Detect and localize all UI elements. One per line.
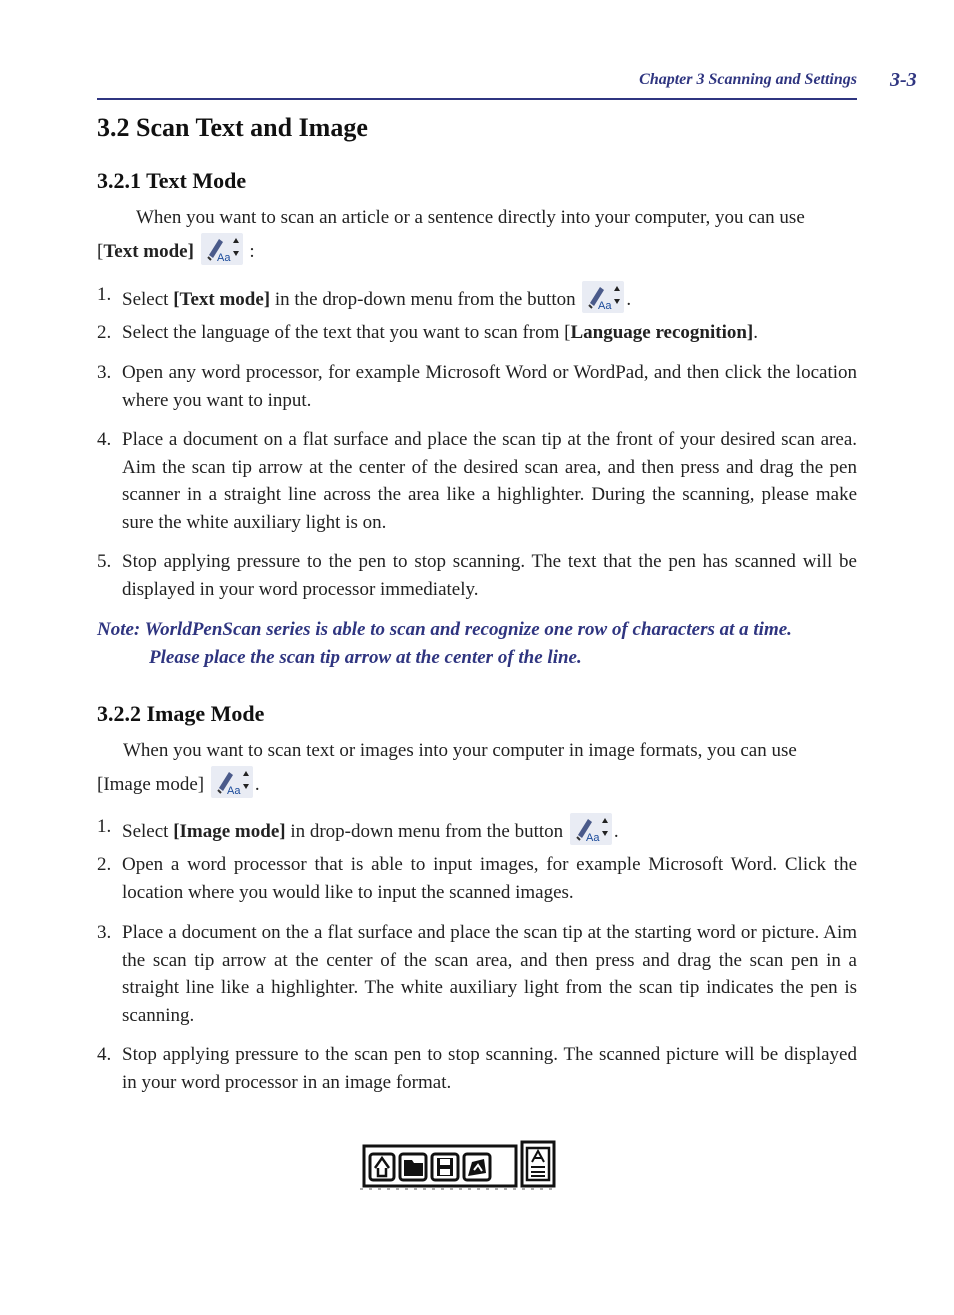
svg-text:Aa: Aa: [226, 785, 241, 797]
svg-text:Aa: Aa: [598, 300, 612, 312]
list-item: [97, 919, 857, 1029]
item-text: Stop applying pressure to the scan pen to stop scanning. The scanned picture will be displayed in your word processor in an image format.: [122, 1044, 857, 1093]
image-mode-label: [Image mode]: [173, 821, 286, 842]
section-title: 3.2 Scan Text and Image: [97, 113, 368, 142]
note-text: WorldPenScan series is able to scan and recognize one row of characters at a time.: [140, 619, 792, 640]
text-recognition-icon: [527, 1148, 549, 1180]
item-text: in the drop-down menu from the button: [270, 289, 576, 310]
list-number: 2.: [97, 322, 112, 343]
list-number: 1.: [97, 284, 112, 305]
image-mode-intro-line2: [97, 766, 857, 800]
period: .: [254, 774, 260, 795]
chapter-title: Chapter 3 Scanning and Settings: [639, 71, 857, 88]
item-text: Stop applying pressure to the pen to stop scanning. The text that the pen has scanned will be displayed in your word processor immediately.: [122, 551, 857, 600]
image-mode-intro-line1: When you want to scan text or images into your computer in image formats, you can use: [123, 740, 797, 761]
list-number: 3.: [97, 362, 112, 383]
list-item: [97, 548, 857, 603]
list-item: [97, 319, 857, 347]
item-text: Place a document on the a flat surface and place the scan tip at the starting word or picture. Aim the scan tip arrow at the center of the scan area, and then press and drag the scan pen in a straight line like a highlighter. The white auxiliary light from the scan tip indicates the pen is scanning.: [122, 922, 857, 1026]
save-icon: [432, 1154, 458, 1180]
note: [97, 616, 857, 671]
image-icon: [464, 1154, 490, 1180]
pen-text-mode-icon[interactable]: [570, 813, 612, 845]
list-number: 4.: [97, 1044, 112, 1065]
item-text: in drop-down menu from the button: [285, 821, 564, 842]
list-item: [97, 426, 857, 536]
bracket-open: [: [97, 241, 104, 262]
pen-text-mode-icon[interactable]: [201, 233, 243, 265]
language-recognition-label: Language recognition]: [570, 322, 754, 343]
item-text: Place a document on a flat surface and place the scan tip at the front of your desired scan area. Aim the scan tip arrow at the center of the desired scan area, and then press and drag the pen scanner in a straight line across the area like a highlighter. During the scanning, please make sure the white auxiliary light is on.: [122, 429, 857, 533]
image-mode-heading: 3.2.2 Image Mode: [97, 701, 265, 726]
image-mode-label: [Image mode]: [97, 774, 205, 795]
item-text: Open any word processor, for example Microsoft Word or WordPad, and then click the location where you want to input.: [122, 362, 857, 411]
list-item: [97, 813, 857, 846]
list-number: 4.: [97, 429, 112, 450]
list-number: 3.: [97, 922, 112, 943]
text-mode-intro-line2: [97, 233, 857, 267]
item-text: .: [753, 322, 759, 343]
item-text: Select: [122, 289, 174, 310]
pen-text-mode-icon[interactable]: [211, 766, 253, 798]
text-mode-label: [Text mode]: [173, 289, 271, 310]
note-label: Note:: [97, 619, 141, 640]
list-number: 1.: [97, 816, 112, 837]
list-item: [97, 359, 857, 414]
list-item: [97, 281, 857, 314]
scan-toolbar-image: [360, 1140, 558, 1192]
home-icon: [370, 1154, 394, 1180]
text-mode-intro-line1: When you want to scan an article or a sentence directly into your computer, you can use: [136, 207, 805, 228]
open-folder-icon: [400, 1154, 426, 1180]
item-text: Select: [122, 821, 174, 842]
toolbar-svg: [360, 1140, 558, 1192]
list-item: [97, 1041, 857, 1096]
list-number: 2.: [97, 854, 112, 875]
item-text: .: [613, 821, 619, 842]
item-text: Select the language of the text that you want to scan from [: [122, 322, 571, 343]
item-text: Open a word processor that is able to input images, for example Microsoft Word. Click the location where you would like to input the scanned images.: [122, 854, 857, 903]
page-number: 3-3: [890, 69, 917, 91]
text-mode-heading: 3.2.1 Text Mode: [97, 168, 247, 193]
svg-text:Aa: Aa: [216, 252, 231, 264]
svg-text:Aa: Aa: [585, 832, 600, 844]
image-mode-intro: [97, 736, 857, 800]
list-number: 5.: [97, 551, 112, 572]
text-mode-intro: [97, 203, 857, 267]
item-text: .: [626, 289, 632, 310]
note-text: Please place the scan tip arrow at the center of the line.: [149, 646, 582, 668]
text-mode-label: Text mode]: [103, 241, 194, 262]
list-item: [97, 851, 857, 906]
page-header: [97, 68, 857, 100]
colon: :: [244, 241, 255, 262]
pen-text-mode-icon[interactable]: [582, 281, 624, 313]
